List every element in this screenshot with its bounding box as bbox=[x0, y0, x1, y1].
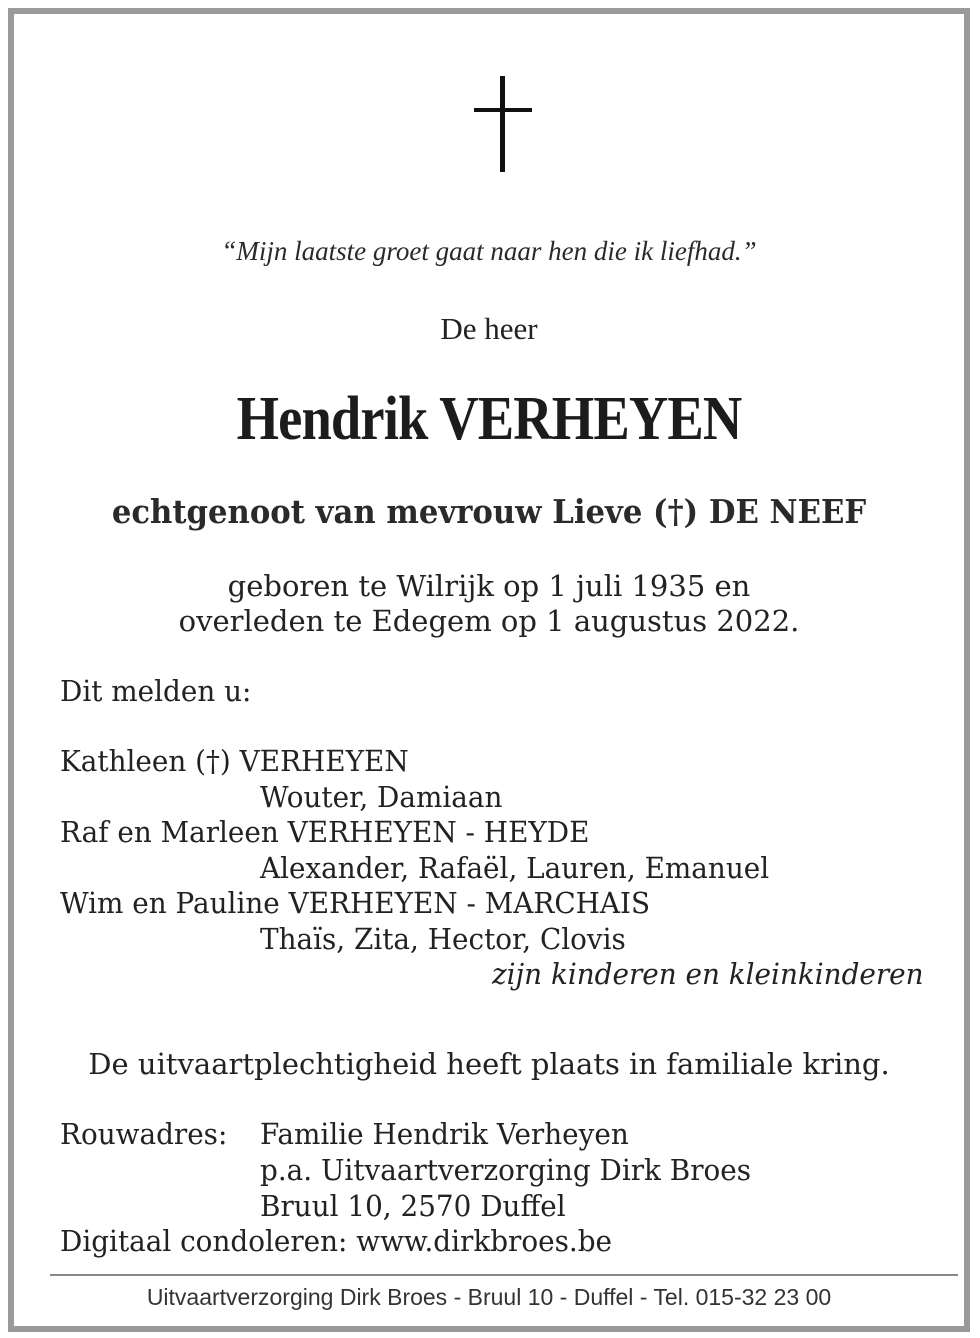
address-line: Bruul 10, 2570 Duffel bbox=[260, 1189, 566, 1223]
address-line: p.a. Uitvaartverzorging Dirk Broes bbox=[260, 1153, 752, 1187]
ceremony-line: De uitvaartplechtigheid heeft plaats in familiale kring. bbox=[88, 1047, 890, 1081]
family-parents: Wim en Pauline VERHEYEN - MARCHAIS bbox=[60, 886, 651, 920]
birth-line: geboren te Wilrijk op 1 juli 1935 en bbox=[227, 569, 751, 603]
death-line: overleden te Edegem op 1 augustus 2022. bbox=[178, 604, 800, 638]
obituary-card bbox=[8, 8, 970, 1332]
family-children: Thaïs, Zita, Hector, Clovis bbox=[260, 922, 626, 956]
cross-icon bbox=[474, 76, 532, 172]
condolence-line: Digitaal condoleren: www.dirkbroes.be bbox=[60, 1224, 613, 1258]
divider bbox=[50, 1274, 958, 1276]
spouse-line: echtgenoot van mevrouw Lieve (†) DE NEEF bbox=[111, 492, 867, 531]
deceased-name: Hendrik VERHEYEN bbox=[236, 385, 742, 453]
family-children: Wouter, Damiaan bbox=[260, 780, 503, 814]
family-children: Alexander, Rafaël, Lauren, Emanuel bbox=[260, 851, 770, 885]
address-line: Familie Hendrik Verheyen bbox=[260, 1117, 629, 1151]
salutation: De heer bbox=[440, 311, 538, 346]
address-label: Rouwadres: bbox=[60, 1117, 228, 1151]
family-parents: Raf en Marleen VERHEYEN - HEYDE bbox=[60, 815, 590, 849]
announce-line: Dit melden u: bbox=[60, 674, 252, 708]
family-parents: Kathleen (†) VERHEYEN bbox=[60, 744, 409, 778]
footer-text: Uitvaartverzorging Dirk Broes - Bruul 10 - Duffel - Tel. 015-32 23 00 bbox=[146, 1284, 832, 1310]
family-role: zijn kinderen en kleinkinderen bbox=[492, 957, 924, 991]
quote: “Mijn laatste groet gaat naar hen die ik liefhad.” bbox=[221, 236, 757, 266]
